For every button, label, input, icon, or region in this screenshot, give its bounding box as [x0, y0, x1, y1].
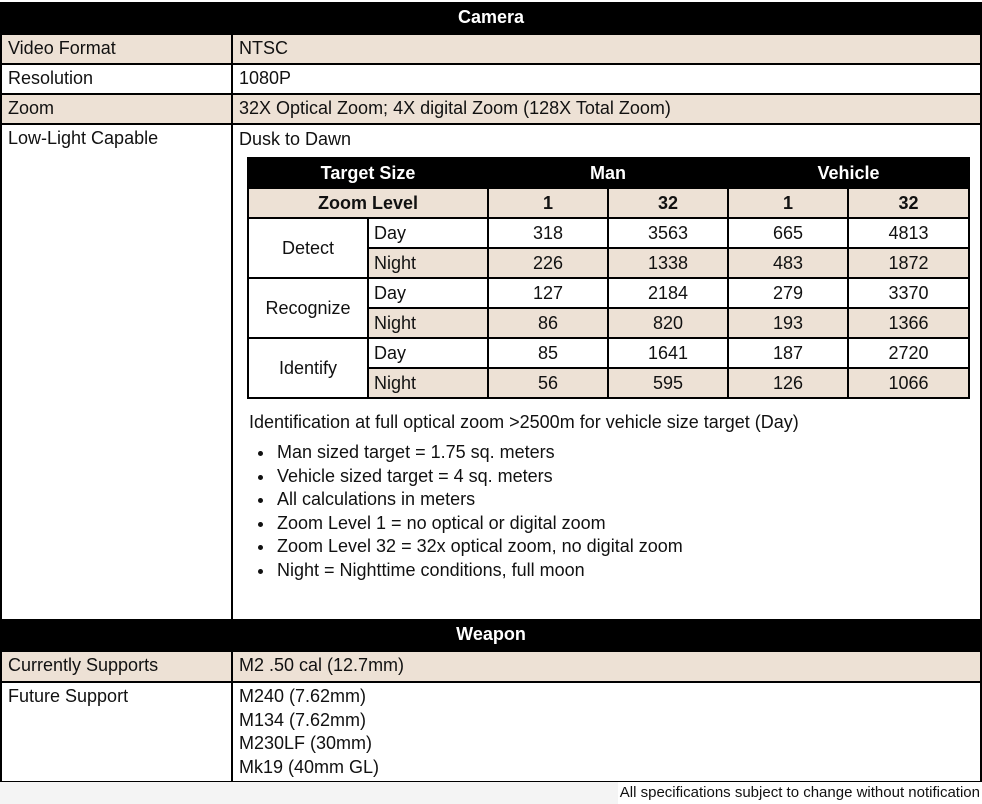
zoom-level-label: Zoom Level: [248, 188, 488, 218]
range-value: 1641: [608, 338, 728, 368]
range-value: 2184: [608, 278, 728, 308]
range-value: 126: [728, 368, 848, 398]
camera-spec-table: [0, 33, 982, 621]
notes-list: [239, 441, 974, 582]
list-item: • Zoom Level 32 = 32x optical zoom, no digital zoom: [275, 535, 974, 559]
range-value: 1872: [848, 248, 969, 278]
table-row: [248, 218, 969, 248]
category-label-detect: Detect: [248, 218, 368, 278]
camera-section-header: Camera: [0, 2, 982, 33]
range-value: 665: [728, 218, 848, 248]
spec-key: Currently Supports: [1, 651, 232, 682]
condition-label: Night: [368, 308, 488, 338]
range-value: 3563: [608, 218, 728, 248]
spec-row-future-support: [1, 682, 981, 782]
spec-value: NTSC: [232, 34, 981, 64]
spec-row-currently-supports: [1, 651, 981, 682]
condition-label: Day: [368, 218, 488, 248]
spec-row-resolution: [1, 64, 981, 94]
spec-row-video-format: [1, 34, 981, 64]
weapon-section-header: Weapon: [0, 619, 982, 650]
spec-key: Video Format: [1, 34, 232, 64]
range-value: 4813: [848, 218, 969, 248]
range-value: 56: [488, 368, 608, 398]
range-table: [247, 157, 970, 399]
list-item: • Vehicle sized target = 4 sq. meters: [275, 465, 974, 489]
vehicle-header: Vehicle: [728, 158, 969, 188]
table-row: [248, 338, 969, 368]
zoom-level-cell: 32: [848, 188, 969, 218]
range-value: 127: [488, 278, 608, 308]
future-weapon-item: M230LF (30mm): [239, 733, 373, 753]
condition-label: Night: [368, 368, 488, 398]
condition-label: Day: [368, 278, 488, 308]
list-item: • Man sized target = 1.75 sq. meters: [275, 441, 974, 465]
range-value: 1338: [608, 248, 728, 278]
spec-value: 1080P: [232, 64, 981, 94]
list-item: • Night = Nighttime conditions, full moon: [275, 559, 974, 583]
spec-value: 32X Optical Zoom; 4X digital Zoom (128X Total Zoom): [232, 94, 981, 124]
range-value: 1066: [848, 368, 969, 398]
spec-row-low-light: [1, 124, 981, 620]
identification-note: Identification at full optical zoom >2500m for vehicle size target (Day): [249, 412, 799, 432]
zoom-level-cell: 1: [728, 188, 848, 218]
man-header: Man: [488, 158, 728, 188]
future-weapon-item: M134 (7.62mm): [239, 709, 367, 730]
range-value: 595: [608, 368, 728, 398]
range-value: 85: [488, 338, 608, 368]
range-value: 3370: [848, 278, 969, 308]
range-value: 86: [488, 308, 608, 338]
range-value: 187: [728, 338, 848, 368]
condition-label: Day: [368, 338, 488, 368]
list-item: • Zoom Level 1 = no optical or digital zoom: [275, 512, 974, 536]
zoom-level-cell: 32: [608, 188, 728, 218]
range-value: 279: [728, 278, 848, 308]
future-weapon-item: M240 (7.62mm): [239, 686, 367, 706]
list-item: • All calculations in meters: [275, 488, 974, 512]
range-value: 226: [488, 248, 608, 278]
spec-key: Zoom: [1, 94, 232, 124]
spec-key: Low-Light Capable: [1, 124, 232, 620]
range-value: 193: [728, 308, 848, 338]
zoom-level-cell: 1: [488, 188, 608, 218]
range-value: 483: [728, 248, 848, 278]
footer-disclaimer: All specifications subject to change without notification: [618, 782, 982, 804]
range-value: 820: [608, 308, 728, 338]
spec-value: M2 .50 cal (12.7mm): [232, 651, 981, 682]
future-weapon-item: Mk19 (40mm GL): [239, 756, 380, 777]
range-value: 318: [488, 218, 608, 248]
spec-key: Resolution: [1, 64, 232, 94]
range-value: 1366: [848, 308, 969, 338]
condition-label: Night: [368, 248, 488, 278]
spec-key: Future Support: [1, 682, 232, 782]
weapon-spec-table: [0, 650, 982, 783]
category-label-recognize: Recognize: [248, 278, 368, 338]
range-value: 2720: [848, 338, 969, 368]
category-label-identify: Identify: [248, 338, 368, 398]
spec-value: Dusk to Dawn: [239, 129, 352, 149]
table-row: [248, 278, 969, 308]
spec-row-zoom: [1, 94, 981, 124]
target-size-header: Target Size: [248, 158, 488, 188]
